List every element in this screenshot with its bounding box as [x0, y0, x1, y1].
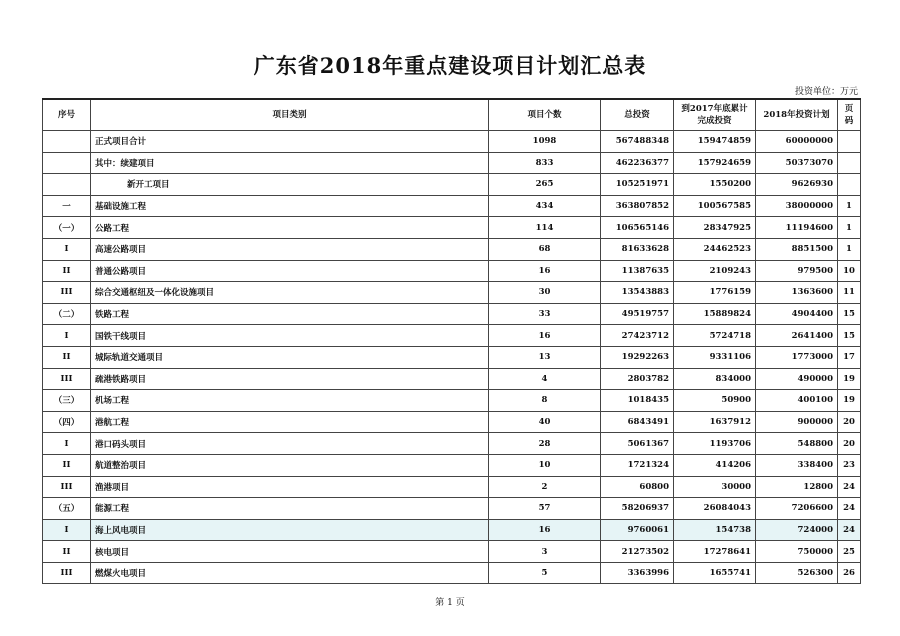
row-index: （三） [43, 390, 91, 412]
investment-unit-label: 投资单位：万元 [794, 87, 858, 97]
row-cumulative-investment: 5724718 [674, 325, 756, 347]
row-total-investment: 1018435 [601, 390, 674, 412]
row-category: 机场工程 [91, 390, 489, 412]
row-2018-plan: 7206600 [756, 498, 838, 520]
row-2018-plan: 9626930 [756, 174, 838, 196]
row-total-investment: 106565146 [601, 217, 674, 239]
row-category: 国铁干线项目 [91, 325, 489, 347]
row-total-investment: 105251971 [601, 174, 674, 196]
table-row [43, 476, 861, 498]
row-index: （五） [43, 498, 91, 520]
row-2018-plan: 338400 [756, 454, 838, 476]
row-total-investment: 27423712 [601, 325, 674, 347]
row-category: 疏港铁路项目 [91, 368, 489, 390]
row-index: III [43, 476, 91, 498]
row-count: 8 [489, 390, 601, 412]
table-row [43, 454, 861, 476]
header-index: 序号 [43, 99, 91, 131]
table-row [43, 562, 861, 584]
row-cumulative-investment: 30000 [674, 476, 756, 498]
row-cumulative-investment: 1193706 [674, 433, 756, 455]
row-index [43, 174, 91, 196]
row-cumulative-investment: 159474859 [674, 131, 756, 153]
row-page: 19 [838, 390, 861, 412]
table-row [43, 368, 861, 390]
row-cumulative-investment: 157924659 [674, 152, 756, 174]
row-cumulative-investment: 154738 [674, 519, 756, 541]
row-category: 基础设施工程 [91, 195, 489, 217]
row-index: （二） [43, 303, 91, 325]
row-2018-plan: 38000000 [756, 195, 838, 217]
header-total-investment: 总投资 [601, 99, 674, 131]
row-2018-plan: 8851500 [756, 238, 838, 260]
row-total-investment: 13543883 [601, 282, 674, 304]
table-row [43, 131, 861, 153]
table-row [43, 238, 861, 260]
table-header-row [43, 99, 861, 131]
row-cumulative-investment: 24462523 [674, 238, 756, 260]
row-count: 5 [489, 562, 601, 584]
header-count: 项目个数 [489, 99, 601, 131]
row-total-investment: 21273502 [601, 541, 674, 563]
row-page: 20 [838, 411, 861, 433]
row-page: 24 [838, 519, 861, 541]
row-category: 航道整治项目 [91, 454, 489, 476]
row-page: 1 [838, 217, 861, 239]
row-total-investment: 19292263 [601, 346, 674, 368]
row-category: 新开工项目 [91, 174, 489, 196]
row-2018-plan: 979500 [756, 260, 838, 282]
row-category: 公路工程 [91, 217, 489, 239]
table-row [43, 174, 861, 196]
table-row [43, 519, 861, 541]
row-cumulative-investment: 2109243 [674, 260, 756, 282]
row-category: 渔港项目 [91, 476, 489, 498]
row-cumulative-investment: 9331106 [674, 346, 756, 368]
row-index: 一 [43, 195, 91, 217]
row-2018-plan: 900000 [756, 411, 838, 433]
row-count: 68 [489, 238, 601, 260]
row-index: （四） [43, 411, 91, 433]
table-row [43, 498, 861, 520]
row-2018-plan: 2641400 [756, 325, 838, 347]
row-count: 28 [489, 433, 601, 455]
row-cumulative-investment: 26084043 [674, 498, 756, 520]
row-page: 10 [838, 260, 861, 282]
row-total-investment: 462236377 [601, 152, 674, 174]
row-2018-plan: 4904400 [756, 303, 838, 325]
row-index: II [43, 454, 91, 476]
row-2018-plan: 400100 [756, 390, 838, 412]
row-total-investment: 567488348 [601, 131, 674, 153]
table-row [43, 541, 861, 563]
row-total-investment: 81633628 [601, 238, 674, 260]
row-index: I [43, 519, 91, 541]
row-category: 综合交通枢纽及一体化设施项目 [91, 282, 489, 304]
row-page: 17 [838, 346, 861, 368]
row-page: 25 [838, 541, 861, 563]
row-count: 1098 [489, 131, 601, 153]
table-row [43, 195, 861, 217]
row-cumulative-investment: 834000 [674, 368, 756, 390]
row-category: 普通公路项目 [91, 260, 489, 282]
row-2018-plan: 50373070 [756, 152, 838, 174]
row-count: 33 [489, 303, 601, 325]
row-cumulative-investment: 28347925 [674, 217, 756, 239]
row-page [838, 131, 861, 153]
row-page: 20 [838, 433, 861, 455]
row-index: III [43, 282, 91, 304]
row-2018-plan: 548800 [756, 433, 838, 455]
table-row [43, 325, 861, 347]
table-row [43, 390, 861, 412]
row-category: 正式项目合计 [91, 131, 489, 153]
row-page: 26 [838, 562, 861, 584]
row-category: 铁路工程 [91, 303, 489, 325]
row-2018-plan: 11194600 [756, 217, 838, 239]
row-page: 15 [838, 325, 861, 347]
row-index: II [43, 346, 91, 368]
row-category: 港航工程 [91, 411, 489, 433]
row-total-investment: 49519757 [601, 303, 674, 325]
row-index: II [43, 260, 91, 282]
table-row [43, 433, 861, 455]
row-2018-plan: 1773000 [756, 346, 838, 368]
row-count: 16 [489, 325, 601, 347]
row-cumulative-investment: 15889824 [674, 303, 756, 325]
row-page: 23 [838, 454, 861, 476]
row-cumulative-investment: 1776159 [674, 282, 756, 304]
row-category: 港口码头项目 [91, 433, 489, 455]
row-index [43, 131, 91, 153]
row-page: 24 [838, 476, 861, 498]
row-cumulative-investment: 1637912 [674, 411, 756, 433]
row-cumulative-investment: 1550200 [674, 174, 756, 196]
row-index: I [43, 433, 91, 455]
row-total-investment: 1721324 [601, 454, 674, 476]
row-page: 11 [838, 282, 861, 304]
row-category: 核电项目 [91, 541, 489, 563]
row-index: （一） [43, 217, 91, 239]
summary-table [42, 98, 861, 584]
row-index [43, 152, 91, 174]
row-count: 57 [489, 498, 601, 520]
row-index: I [43, 238, 91, 260]
row-total-investment: 6843491 [601, 411, 674, 433]
row-total-investment: 60800 [601, 476, 674, 498]
table-row [43, 260, 861, 282]
row-category: 高速公路项目 [91, 238, 489, 260]
table-row [43, 303, 861, 325]
page-title: 广东省2018年重点建设项目计划汇总表 [253, 53, 647, 78]
row-total-investment: 2803782 [601, 368, 674, 390]
row-page [838, 152, 861, 174]
row-index: III [43, 368, 91, 390]
row-category: 海上风电项目 [91, 519, 489, 541]
row-count: 16 [489, 260, 601, 282]
row-count: 265 [489, 174, 601, 196]
header-cumulative-investment: 到2017年底累计完成投资 [674, 99, 756, 131]
row-total-investment: 58206937 [601, 498, 674, 520]
row-category: 燃煤火电项目 [91, 562, 489, 584]
table-row [43, 282, 861, 304]
row-count: 4 [489, 368, 601, 390]
row-total-investment: 5061367 [601, 433, 674, 455]
row-count: 2 [489, 476, 601, 498]
row-2018-plan: 750000 [756, 541, 838, 563]
row-page: 15 [838, 303, 861, 325]
row-2018-plan: 1363600 [756, 282, 838, 304]
table-row [43, 152, 861, 174]
table-row [43, 346, 861, 368]
row-total-investment: 3363996 [601, 562, 674, 584]
row-cumulative-investment: 1655741 [674, 562, 756, 584]
row-count: 434 [489, 195, 601, 217]
row-total-investment: 11387635 [601, 260, 674, 282]
row-page: 1 [838, 238, 861, 260]
row-index: I [43, 325, 91, 347]
row-total-investment: 363807852 [601, 195, 674, 217]
table-row [43, 411, 861, 433]
row-category: 能源工程 [91, 498, 489, 520]
row-category: 其中：续建项目 [91, 152, 489, 174]
row-2018-plan: 490000 [756, 368, 838, 390]
header-page: 页码 [838, 99, 861, 131]
row-count: 13 [489, 346, 601, 368]
row-page: 24 [838, 498, 861, 520]
row-count: 114 [489, 217, 601, 239]
row-page [838, 174, 861, 196]
page-number: 第 1 页 [435, 598, 465, 608]
header-category: 项目类别 [91, 99, 489, 131]
row-count: 3 [489, 541, 601, 563]
row-2018-plan: 12800 [756, 476, 838, 498]
row-category: 城际轨道交通项目 [91, 346, 489, 368]
row-count: 30 [489, 282, 601, 304]
table-row [43, 217, 861, 239]
row-cumulative-investment: 414206 [674, 454, 756, 476]
row-cumulative-investment: 100567585 [674, 195, 756, 217]
row-cumulative-investment: 17278641 [674, 541, 756, 563]
row-count: 10 [489, 454, 601, 476]
row-index: II [43, 541, 91, 563]
row-2018-plan: 724000 [756, 519, 838, 541]
row-index: III [43, 562, 91, 584]
row-2018-plan: 60000000 [756, 131, 838, 153]
row-count: 40 [489, 411, 601, 433]
row-count: 833 [489, 152, 601, 174]
row-total-investment: 9760061 [601, 519, 674, 541]
row-2018-plan: 526300 [756, 562, 838, 584]
row-count: 16 [489, 519, 601, 541]
header-2018-plan: 2018年投资计划 [756, 99, 838, 131]
row-cumulative-investment: 50900 [674, 390, 756, 412]
row-page: 19 [838, 368, 861, 390]
row-page: 1 [838, 195, 861, 217]
